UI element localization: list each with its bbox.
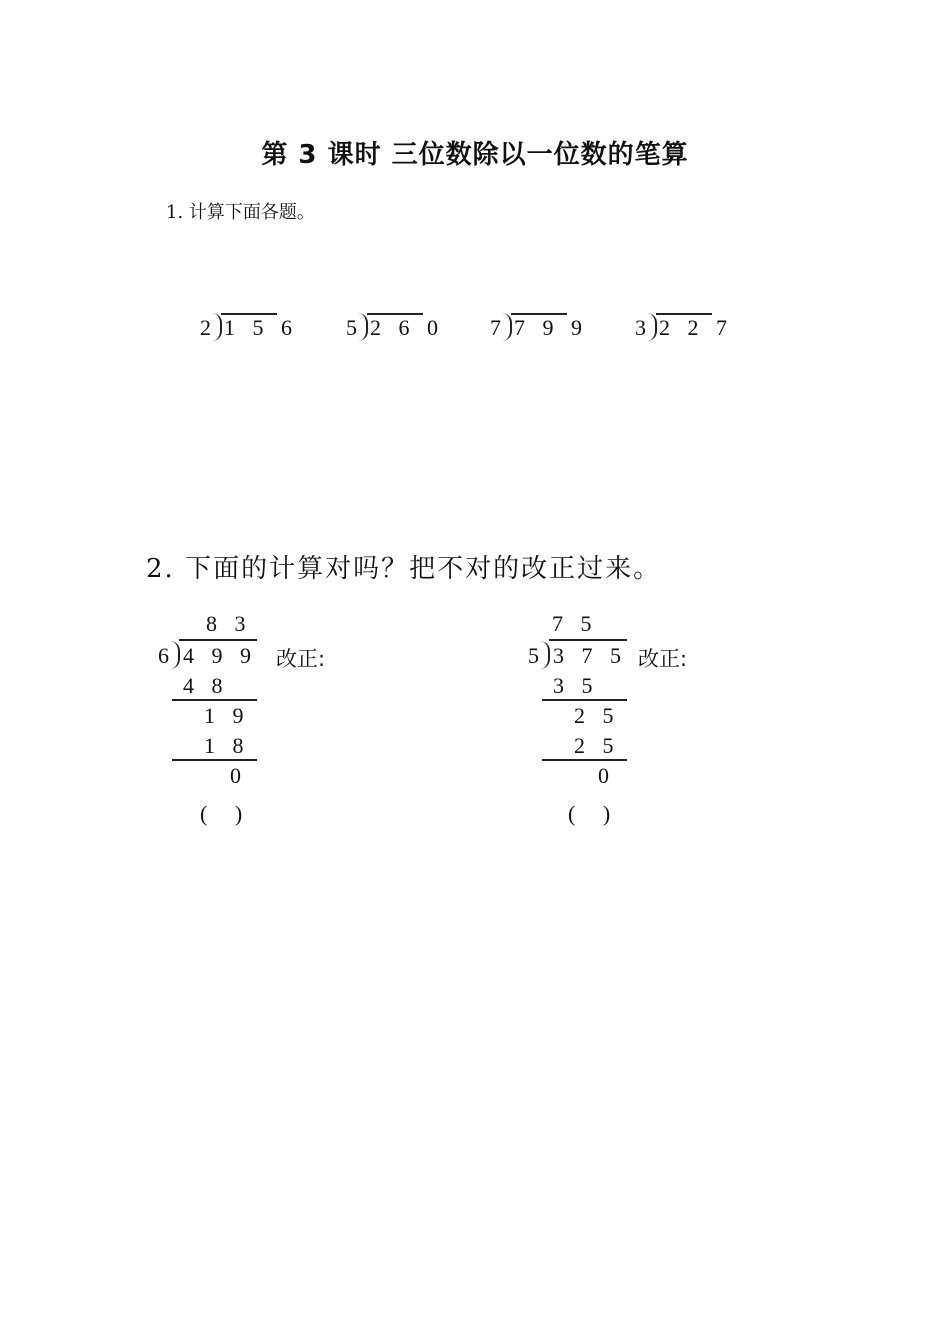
- division-problem-4: [635, 313, 733, 341]
- question-1-prompt: 1. 计算下面各题。: [166, 202, 315, 223]
- partial-remainder: 1 9: [204, 703, 250, 728]
- partial-remainder: 2 5: [574, 703, 620, 728]
- dividend: 3 7 5: [553, 643, 627, 668]
- dividend: 2 2 7: [659, 315, 733, 340]
- worked-division-2: [528, 605, 758, 835]
- division-bracket: [212, 313, 222, 341]
- divisor: 2: [200, 315, 211, 340]
- division-bar: [179, 639, 257, 641]
- dividend: 4 9 9: [183, 643, 257, 668]
- judgment-blank[interactable]: ( ): [568, 801, 611, 826]
- page-title: 第 3 课时 三位数除以一位数的笔算: [261, 140, 689, 170]
- worked-division-1: [158, 605, 388, 835]
- quotient: 7 5: [552, 611, 598, 636]
- correction-label: 改正:: [638, 647, 688, 671]
- division-problem-3: [490, 313, 588, 341]
- divisor: 3: [635, 315, 646, 340]
- division-bracket: [170, 641, 180, 669]
- partial-product: 2 5: [574, 733, 620, 758]
- subtraction-line: [542, 759, 627, 761]
- subtraction-line: [542, 699, 627, 701]
- subtraction-line: [172, 759, 257, 761]
- dividend: 7 9 9: [514, 315, 588, 340]
- dividend: 1 5 6: [224, 315, 298, 340]
- remainder: 0: [598, 763, 615, 788]
- remainder: 0: [230, 763, 247, 788]
- divisor: 5: [346, 315, 357, 340]
- partial-product: 1 8: [204, 733, 250, 758]
- division-problem-2: [346, 313, 444, 341]
- subtraction-line: [172, 699, 257, 701]
- partial-product: 3 5: [553, 673, 599, 698]
- judgment-blank[interactable]: ( ): [200, 801, 243, 826]
- division-problem-1: [200, 313, 298, 341]
- division-bracket: [647, 313, 657, 341]
- division-bracket: [358, 313, 368, 341]
- division-bracket: [540, 641, 550, 669]
- question-2-prompt: 2. 下面的计算对吗？把不对的改正过来。: [146, 554, 662, 584]
- partial-product: 4 8: [183, 673, 229, 698]
- divisor: 5: [528, 643, 539, 668]
- dividend: 2 6 0: [370, 315, 444, 340]
- division-bracket: [502, 313, 512, 341]
- quotient: 8 3: [206, 611, 252, 636]
- divisor: 6: [158, 643, 169, 668]
- division-bar: [549, 639, 627, 641]
- divisor: 7: [490, 315, 501, 340]
- correction-label: 改正:: [276, 647, 326, 671]
